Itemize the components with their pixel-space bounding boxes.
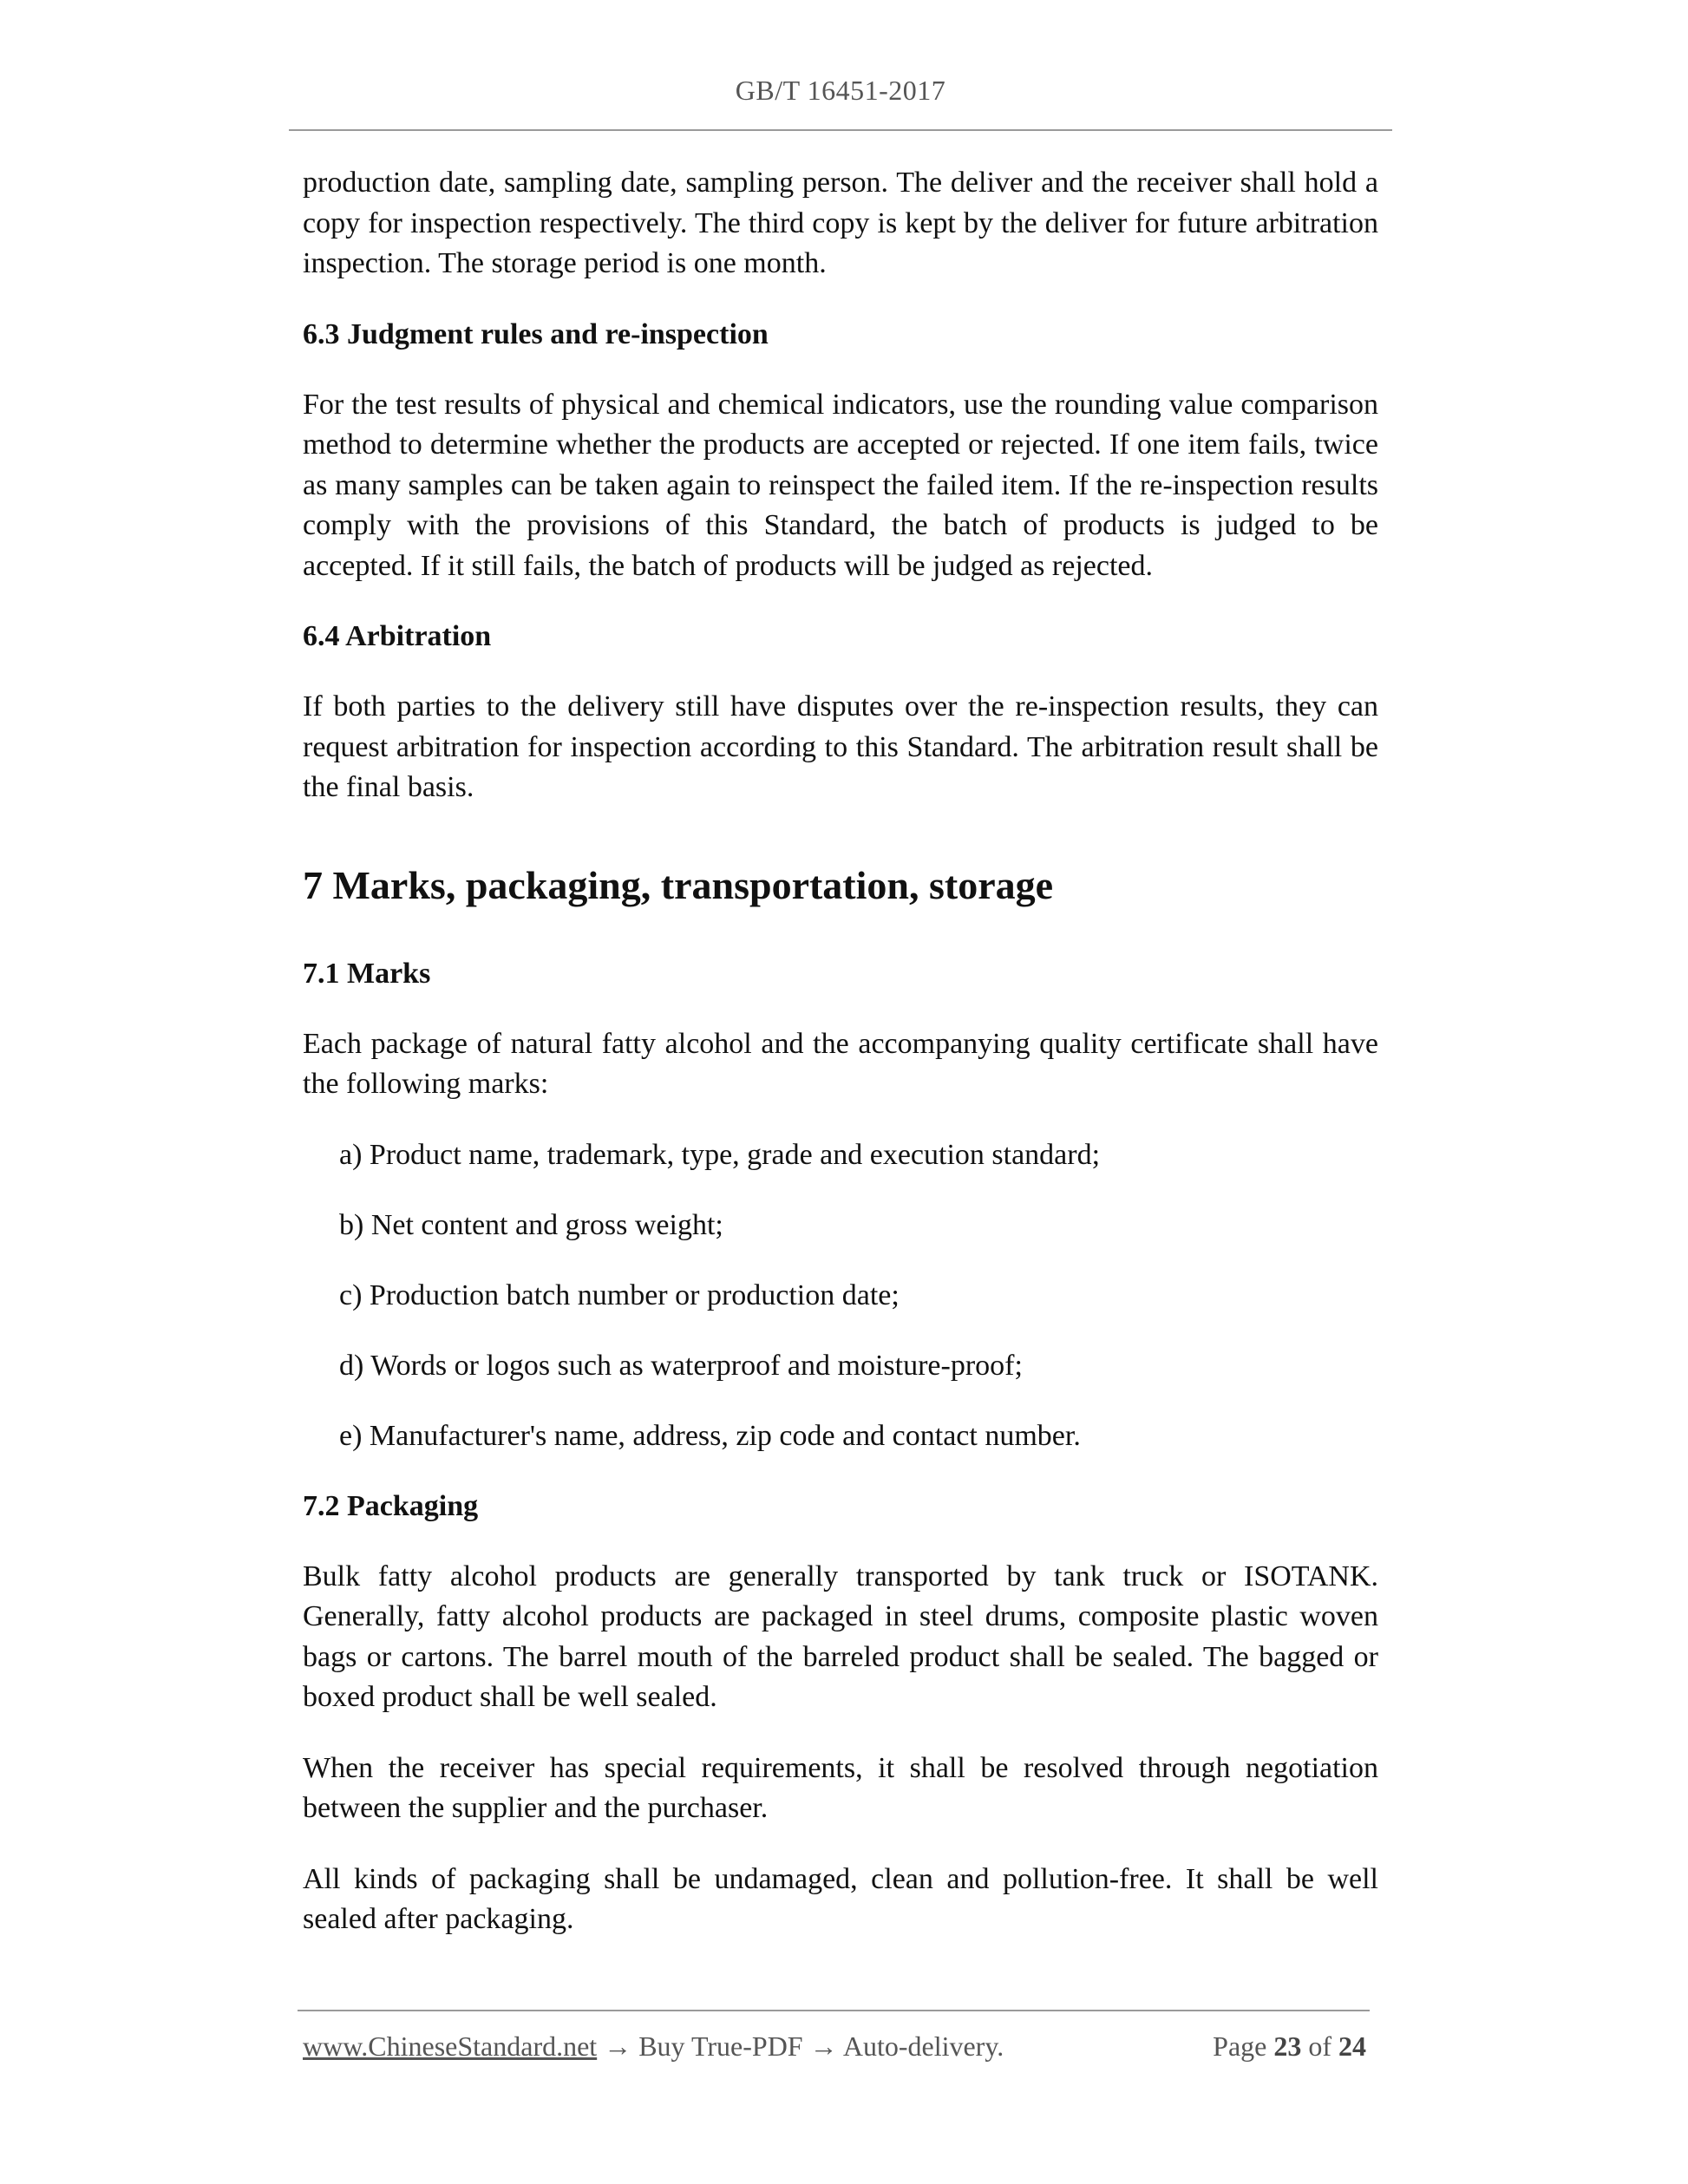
- section-6-3-heading: 6.3 Judgment rules and re-inspection: [303, 317, 769, 350]
- auto-delivery-text: Auto-delivery.: [842, 2030, 1004, 2062]
- intro-paragraph: production date, sampling date, sampling person. The deliver and the receiver shall hold a copy for inspection respectively. The third copy is kept by the deliver for future arbitration inspection. The storage period is one month.: [303, 167, 1378, 279]
- page-total: 24: [1338, 2030, 1366, 2062]
- page-header: [289, 75, 1392, 107]
- arrow-right-icon: →: [604, 2030, 632, 2062]
- buy-pdf-text: Buy True-PDF: [638, 2030, 803, 2062]
- section-6-4-text: If both parties to the delivery still have disputes over the re-inspection results, they can request arbitration for inspection according to this Standard. The arbitration result shall be the final basis.: [303, 690, 1378, 803]
- page-current: 23: [1273, 2030, 1302, 2062]
- page-footer: [303, 2026, 1366, 2066]
- standard-code: GB/T 16451-2017: [735, 75, 946, 106]
- list-item: e) Manufacturer's name, address, zip code and contact number.: [339, 1419, 1081, 1452]
- page-label: Page: [1213, 2030, 1267, 2062]
- section-6-3-text: For the test results of physical and chemical indicators, use the rounding value comparison method to determine whether the products are accepted or rejected. If one item fails, twice as many samples can be taken again to reinspect the failed item. If the re-inspection results comply with the provisions of this Standard, the batch of products is judged to be accepted. If it still fails, the batch of products will be judged as rejected.: [303, 388, 1378, 582]
- section-7-2-paragraph: Bulk fatty alcohol products are generally transported by tank truck or ISOTANK. Generally, fatty alcohol products are packaged in steel drums, composite plastic woven bags or cartons. The barrel mouth of the barreled product shall be sealed. The bagged or boxed product shall be well sealed.: [303, 1560, 1378, 1713]
- section-7-2-heading: 7.2 Packaging: [303, 1489, 479, 1522]
- section-7-2-paragraph: When the receiver has special requirements, it shall be resolved through negotiation between the supplier and the purchaser.: [303, 1751, 1378, 1824]
- section-7-heading: 7 Marks, packaging, transportation, storage: [303, 862, 1054, 907]
- footer-divider: [298, 2010, 1370, 2011]
- list-item: d) Words or logos such as waterproof and moisture-proof;: [339, 1349, 1023, 1382]
- section-6-4-heading: 6.4 Arbitration: [303, 620, 492, 652]
- section-7-1-text: Each package of natural fatty alcohol and the accompanying quality certificate shall have the following marks:: [303, 1027, 1378, 1100]
- list-item: c) Production batch number or production date;: [339, 1278, 900, 1311]
- arrow-right-icon: →: [809, 2030, 838, 2062]
- document-body: [303, 163, 1378, 1940]
- section-7-2-paragraph: All kinds of packaging shall be undamaged, clean and pollution-free. It shall be well sealed after packaging.: [303, 1862, 1378, 1935]
- header-divider: [289, 129, 1392, 131]
- site-link[interactable]: www.ChineseStandard.net: [303, 2030, 598, 2062]
- section-7-1-heading: 7.1 Marks: [303, 957, 431, 990]
- of-label: of: [1308, 2030, 1331, 2062]
- page-number: [1213, 2026, 1366, 2066]
- list-item: a) Product name, trademark, type, grade and execution standard;: [339, 1138, 1101, 1171]
- list-item: b) Net content and gross weight;: [339, 1208, 723, 1241]
